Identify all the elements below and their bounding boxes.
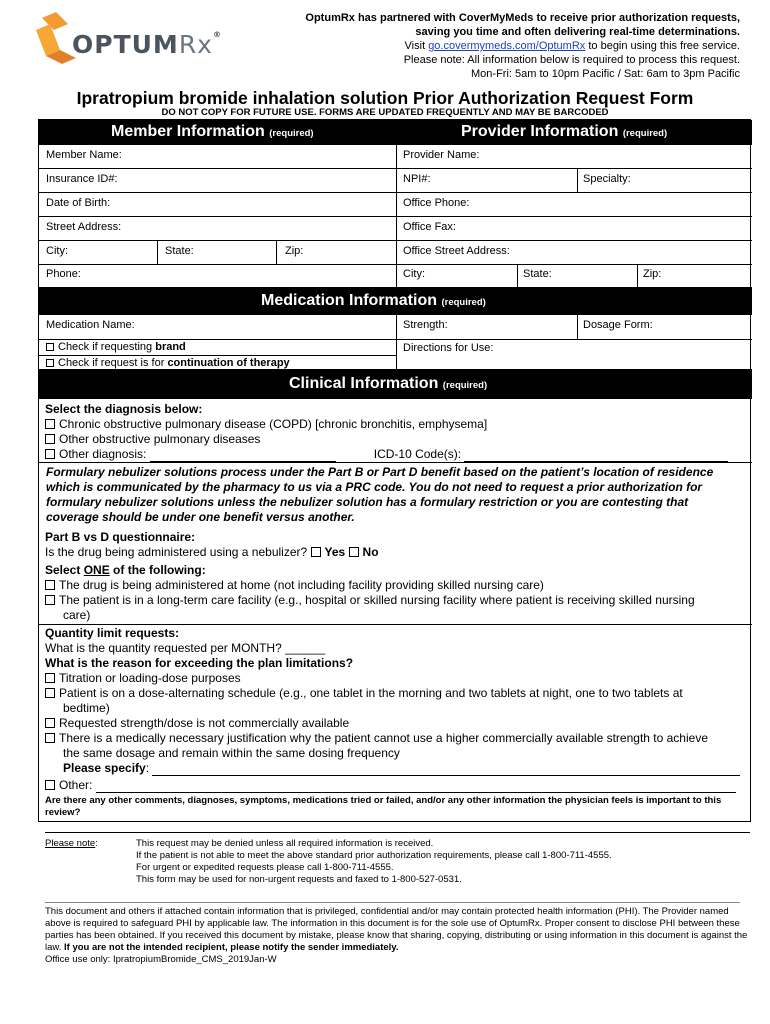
nebulizer-question: Is the drug being administered using a nebulizer? Yes No [45, 545, 379, 559]
logo-text-rx: Rx [178, 30, 213, 59]
other-reason-checkbox[interactable] [45, 780, 55, 790]
comments-line[interactable] [45, 832, 750, 833]
ltc-option-cont: care) [63, 608, 91, 622]
part-b-d-title: Part B vs D questionnaire: [45, 530, 196, 544]
npi-field[interactable]: NPI#: [403, 173, 431, 185]
icd-code-input[interactable] [464, 451, 728, 462]
dx-other-obstructive-checkbox[interactable] [45, 434, 55, 444]
confidentiality-disclaimer: This document and others if attached contain information that is privileged, confidential and/or may contain protected health information (PHI). The Provider named above is required to safeguard PHI by applicable law. The information in this document is for the sole use of OptumRx. Proper consent to disclose PHI between these parties has been obtained. If you received this document by mistake, please know that sharing, copying, distributing or using information in this document is against the law. If you are not the intended recipient, please notify the sender immediately. Office use only: IpratropiumBromide_CMS_2019Jan-W [45, 906, 750, 966]
please-specify-input[interactable] [152, 765, 740, 776]
note-line-2: If the patient is not able to meet the above standard prior authorization requirements, please call 1-800-711-4555. [136, 850, 612, 861]
medication-heading: Medication Information (required) [261, 292, 486, 309]
other-reason-row[interactable]: Other: [45, 778, 736, 793]
provider-state-field[interactable]: State: [523, 268, 552, 280]
insurance-id-field[interactable]: Insurance ID#: [46, 173, 118, 185]
covermymeds-link[interactable]: go.covermymeds.com/OptumRx [428, 40, 586, 52]
dx-other-obstructive-row[interactable]: Other obstructive pulmonary diseases [45, 432, 260, 447]
dx-copd-row[interactable]: Chronic obstructive pulmonary disease (COPD) [chronic bronchitis, emphysema] [45, 417, 487, 432]
member-street-field[interactable]: Street Address: [46, 221, 122, 233]
form-subtitle: DO NOT COPY FOR FUTURE USE. FORMS ARE UPDATED FREQUENTLY AND MAY BE BARCODED [161, 107, 609, 118]
info-header-bar [39, 120, 752, 145]
diagnosis-title: Select the diagnosis below: [45, 402, 203, 416]
provider-name-field[interactable]: Provider Name: [403, 149, 480, 161]
brand-checkbox[interactable] [46, 343, 54, 351]
continuation-checkbox[interactable] [46, 359, 54, 367]
office-fax-field[interactable]: Office Fax: [403, 221, 456, 233]
medical-necessity-cont: the same dosage and remain within the same dosing frequency [63, 746, 400, 760]
logo-text-optum: OPTUM [72, 30, 179, 59]
ltc-option-row[interactable]: The patient is in a long-term care facility (e.g., hospital or skilled nursing facility where patient is receiving skilled nursing [45, 593, 695, 608]
quantity-limit-title: Quantity limit requests: [45, 626, 180, 640]
not-available-checkbox[interactable] [45, 718, 55, 728]
nebulizer-note-4: coverage should be under one benefit versus another. [46, 510, 355, 524]
office-use-code: Office use only: IpratropiumBromide_CMS_2019Jan-W [45, 954, 277, 965]
select-one-title: Select ONE of the following: [45, 563, 206, 577]
medical-necessity-checkbox[interactable] [45, 733, 55, 743]
please-note-lines [136, 838, 612, 886]
icd-label: ICD-10 Code(s): [373, 447, 462, 461]
nebulizer-note-3: formulary nebulizer solutions unless the nebulizer solution has a formulary restriction or you are contesting that [46, 495, 689, 509]
clinical-heading: Clinical Information (required) [289, 375, 488, 392]
date-of-birth-field[interactable]: Date of Birth: [46, 197, 111, 209]
medical-necessity-row[interactable]: There is a medically necessary justification why the patient cannot use a higher commercially available strength to achieve [45, 731, 708, 746]
reason-title: What is the reason for exceeding the plan limitations? [45, 656, 354, 670]
provider-zip-field[interactable]: Zip: [643, 268, 662, 280]
medication-name-field[interactable]: Medication Name: [46, 319, 135, 331]
ltc-option-checkbox[interactable] [45, 595, 55, 605]
nebulizer-note-2: which is communicated by the pharmacy to us via a PRC code. You do not need to request a prior authorization for [46, 480, 703, 494]
note-line-4: This form may be used for non-urgent requests and faxed to 1-800-527-0531. [136, 874, 462, 885]
nebulizer-yes-checkbox[interactable] [311, 547, 321, 557]
brand-checkbox-row[interactable]: Check if requesting brand [46, 341, 186, 353]
office-phone-field[interactable]: Office Phone: [403, 197, 470, 209]
member-name-field[interactable]: Member Name: [46, 149, 122, 161]
clinical-header-bar [39, 369, 752, 399]
dx-other-checkbox[interactable] [45, 449, 55, 459]
dx-copd-checkbox[interactable] [45, 419, 55, 429]
dose-alternating-row[interactable]: Patient is on a dose-alternating schedule (e.g., one tablet in the morning and two tablets at night, one to two tablets at [45, 686, 683, 701]
titration-checkbox[interactable] [45, 673, 55, 683]
provider-heading: Provider Information (required) [461, 123, 668, 140]
member-zip-field[interactable]: Zip: [285, 245, 304, 257]
other-diagnosis-input[interactable] [150, 451, 336, 462]
header-line-1: OptumRx has partnered with CoverMyMeds to receive prior authorization requests, [305, 12, 740, 24]
home-option-row[interactable]: The drug is being administered at home (not including facility providing skilled nursing care) [45, 578, 544, 593]
header-line-2: saving you time and often delivering real-time determinations. [415, 26, 740, 38]
directions-field[interactable]: Directions for Use: [403, 342, 494, 354]
dose-alternating-checkbox[interactable] [45, 688, 55, 698]
member-phone-field[interactable]: Phone: [46, 268, 81, 280]
medication-header-bar [39, 287, 752, 315]
provider-city-field[interactable]: City: [403, 268, 425, 280]
other-reason-input[interactable] [96, 782, 736, 793]
please-specify-row: Please specify: [63, 761, 740, 776]
note-line-1: This request may be denied unless all required information is received. [136, 838, 434, 849]
registered-mark: ® [212, 30, 222, 39]
dx-other-row[interactable]: Other diagnosis: ICD-10 Code(s): [45, 447, 728, 462]
dosage-form-field[interactable]: Dosage Form: [583, 319, 653, 331]
specialty-field[interactable]: Specialty: [583, 173, 631, 185]
header-line-4: Please note: All information below is required to process this request. [403, 54, 740, 66]
member-state-field[interactable]: State: [165, 245, 194, 257]
note-line-3: For urgent or expedited requests please call 1-800-711-4555. [136, 862, 394, 873]
nebulizer-note-1: Formulary nebulizer solutions process under the Part B or Part D benefit based on the patient’s location of residence [46, 465, 714, 479]
strength-field[interactable]: Strength: [403, 319, 448, 331]
header-line-3: Visit go.covermymeds.com/OptumRx to begin using this free service. [404, 40, 740, 52]
office-street-field[interactable]: Office Street Address: [403, 245, 510, 257]
member-heading: Member Information (required) [111, 123, 314, 140]
dose-alternating-cont: bedtime) [63, 701, 110, 715]
optumrx-logo [36, 14, 236, 72]
please-note-label: Please note: [45, 838, 98, 849]
nebulizer-no-checkbox[interactable] [349, 547, 359, 557]
header-line-5: Mon-Fri: 5am to 10pm Pacific / Sat: 6am to 3pm Pacific [471, 68, 740, 80]
titration-row[interactable]: Titration or loading-dose purposes [45, 671, 241, 686]
quantity-question[interactable]: What is the quantity requested per MONTH? ______ [45, 641, 326, 655]
home-option-checkbox[interactable] [45, 580, 55, 590]
continuation-checkbox-row[interactable]: Check if request is for continuation of therapy [46, 357, 290, 369]
comments-question: Are there any other comments, diagnoses, symptoms, medications tried or failed, and/or any other information the physician feels is important to this review? [45, 795, 722, 818]
header-info [270, 11, 740, 81]
prior-authorization-form [38, 119, 751, 822]
form-title: Ipratropium bromide inhalation solution Prior Authorization Request Form [76, 88, 694, 108]
not-available-row[interactable]: Requested strength/dose is not commercially available [45, 716, 349, 731]
member-city-field[interactable]: City: [46, 245, 68, 257]
